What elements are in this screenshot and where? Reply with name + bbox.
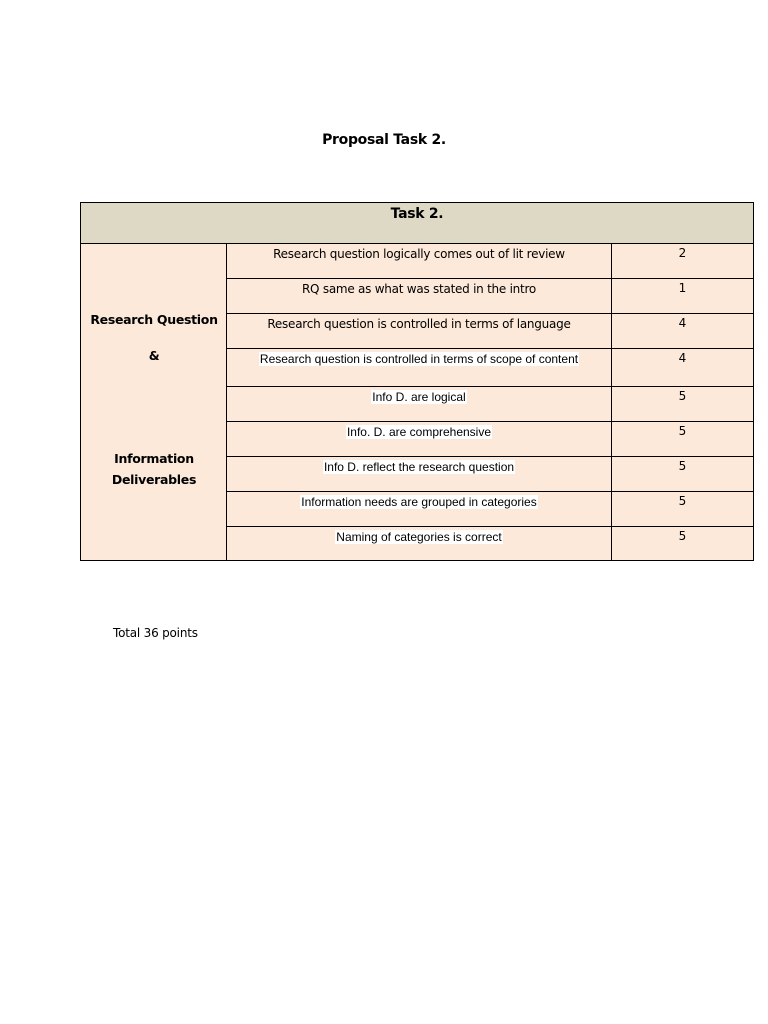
criterion-cell <box>227 244 612 279</box>
criterion-cell <box>227 422 612 457</box>
category-label-line3: Information <box>114 451 194 466</box>
score-cell: 1 <box>612 279 754 314</box>
score-cell: 5 <box>612 492 754 527</box>
criterion-text: Info. D. are comprehensive <box>346 425 492 439</box>
criterion-cell <box>227 279 612 314</box>
total-points: Total 36 points <box>113 626 198 640</box>
criterion-text: Naming of categories is correct <box>336 530 502 544</box>
criterion-cell <box>227 387 612 422</box>
score-cell: 5 <box>612 457 754 492</box>
criterion-cell <box>227 457 612 492</box>
table-header-row <box>81 203 754 244</box>
criterion-cell <box>227 492 612 527</box>
table-row <box>81 244 754 279</box>
criterion-text: Research question logically comes out of lit review <box>273 247 565 261</box>
score-cell: 5 <box>612 422 754 457</box>
category-label-ampersand: & <box>148 348 160 363</box>
criterion-text: Info D. reflect the research question <box>323 460 515 474</box>
score-cell: 5 <box>612 527 754 561</box>
criterion-text: Research question is controlled in terms of language <box>267 317 571 331</box>
score-cell: 4 <box>612 349 754 387</box>
score-cell: 5 <box>612 387 754 422</box>
category-label-line1: Research Question <box>90 312 218 327</box>
category-label-line4: Deliverables <box>111 472 197 487</box>
table-header: Task 2. <box>81 203 754 244</box>
criterion-cell <box>227 349 612 387</box>
criterion-text: Information needs are grouped in categories <box>301 495 537 509</box>
criterion-text: RQ same as what was stated in the intro <box>301 282 537 296</box>
criterion-text: Info D. are logical <box>372 390 466 404</box>
score-cell: 2 <box>612 244 754 279</box>
category-cell <box>81 244 227 561</box>
criterion-text: Research question is controlled in terms of scope of content <box>259 352 579 366</box>
criterion-cell <box>227 527 612 561</box>
page-title: Proposal Task 2. <box>322 132 446 148</box>
score-cell: 4 <box>612 314 754 349</box>
rubric-table <box>80 202 754 561</box>
criterion-cell <box>227 314 612 349</box>
